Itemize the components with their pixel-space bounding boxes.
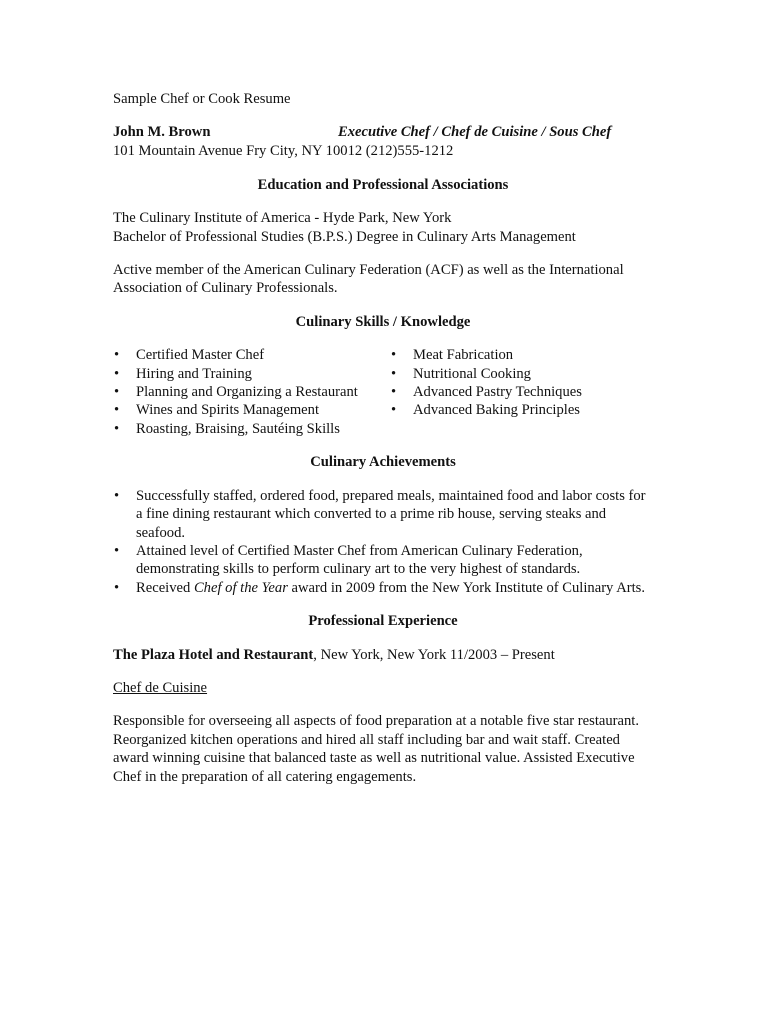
role-description: Responsible for overseeing all aspects of food preparation at a notable five star restaurant. Reorganized kitchen operations and hired all staff including bar and wait staff. Created award winning cuisine that balanced taste as well as nutritional value. Assisted Executive Chef in the preparation of all catering engagements. (113, 713, 639, 785)
bullet-icon: • (114, 487, 120, 504)
resume-page (113, 90, 653, 786)
achievement-item: • Received Chef of the Year award in 2009 from the New York Institute of Culinary Arts. (114, 579, 645, 596)
skills-heading: Culinary Skills / Knowledge (295, 313, 471, 330)
award-name: Chef of the Year (193, 579, 288, 596)
bullet-icon: • (114, 347, 120, 364)
skills-columns (113, 346, 653, 438)
company-line (113, 646, 653, 664)
achievement-item: • Attained level of Certified Master Chef from American Culinary Federation, demonstrating skills to perform culinary art to the very highest of standards. (114, 542, 583, 578)
skill-item: • Planning and Organizing a Restaurant (114, 384, 358, 401)
skill-item: • Wines and Spirits Management (114, 402, 320, 419)
skills-left-list (113, 346, 390, 438)
skill-item: • Nutritional Cooking (391, 365, 531, 382)
name-line (113, 123, 653, 142)
membership-paragraph: Active member of the American Culinary Federation (ACF) as well as the International Association of Culinary Professionals. (113, 262, 624, 297)
role-title: Chef de Cuisine (113, 679, 208, 696)
skill-item: • Certified Master Chef (114, 347, 265, 364)
school-line: The Culinary Institute of America - Hyde Park, New York (113, 210, 452, 227)
education-block (113, 209, 653, 246)
skill-item: • Meat Fabrication (391, 347, 514, 364)
skills-right-list (390, 346, 653, 438)
skill-item: • Roasting, Braising, Sautéing Skills (114, 420, 340, 437)
candidate-name: John M. Brown (113, 124, 211, 141)
bullet-icon: • (114, 402, 120, 419)
bullet-icon: • (391, 402, 397, 419)
bullet-icon: • (114, 384, 120, 401)
bullet-icon: • (114, 542, 120, 559)
job-titles: Executive Chef / Chef de Cuisine / Sous Chef (338, 124, 612, 141)
bullet-icon: • (391, 384, 397, 401)
bullet-icon: • (114, 420, 120, 437)
education-heading: Education and Professional Associations (257, 176, 509, 193)
company-name: The Plaza Hotel and Restaurant (113, 646, 314, 663)
bullet-icon: • (391, 365, 397, 382)
skill-item: • Advanced Pastry Techniques (391, 384, 582, 401)
skill-item: • Hiring and Training (114, 365, 252, 382)
bullet-icon: • (114, 579, 120, 596)
contact-info: 101 Mountain Avenue Fry City, NY 10012 (212)555-1212 (113, 143, 454, 160)
experience-heading: Professional Experience (308, 613, 458, 630)
achievements-list (113, 487, 653, 597)
company-details: , New York, New York 11/2003 – Present (313, 646, 555, 663)
achievements-heading: Culinary Achievements (310, 454, 456, 471)
bullet-icon: • (391, 347, 397, 364)
degree-line: Bachelor of Professional Studies (B.P.S.) Degree in Culinary Arts Management (113, 228, 576, 245)
bullet-icon: • (114, 365, 120, 382)
achievement-item: • Successfully staffed, ordered food, prepared meals, maintained food and labor costs for a fine dining restaurant which converted to a prime rib house, serving steaks and seafood. (114, 487, 646, 541)
skill-item: • Advanced Baking Principles (391, 402, 580, 419)
document-title: Sample Chef or Cook Resume (113, 91, 291, 107)
